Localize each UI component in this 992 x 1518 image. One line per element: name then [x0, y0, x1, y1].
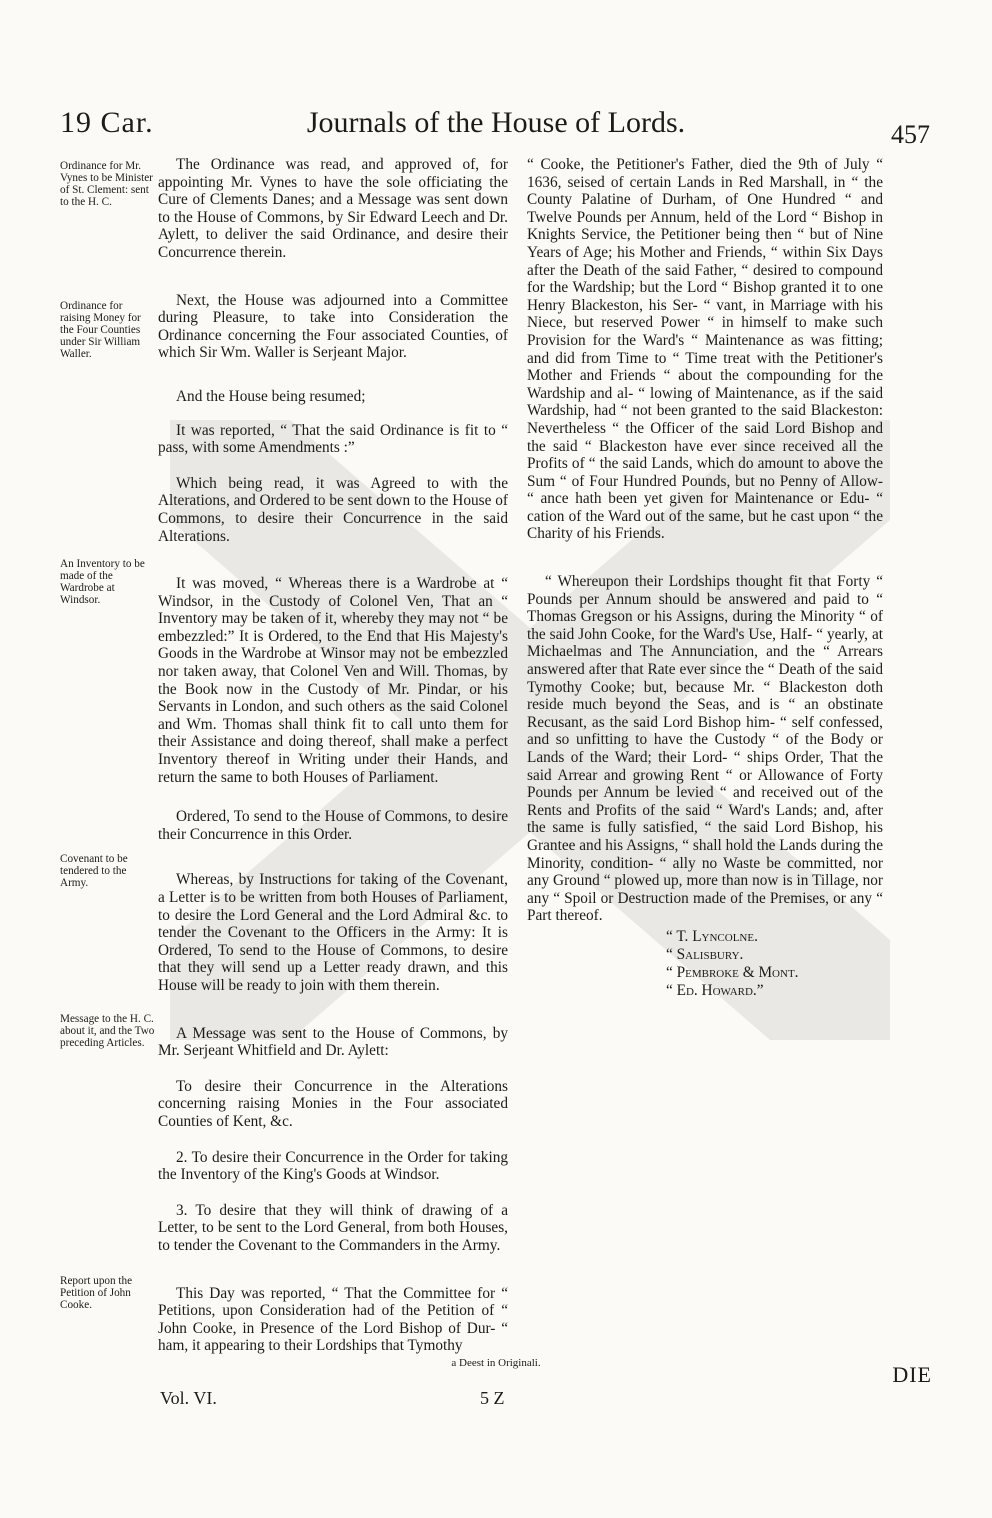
page-title: Journals of the House of Lords.: [306, 106, 686, 139]
margin-note: Ordinance for raising Money for the Four Counties under Sir William Waller.: [60, 300, 141, 360]
margin-note: Ordinance for Mr. Vynes to be Minister of St. Clement: sent to the H. C.: [60, 160, 153, 208]
signature-line: “ Salisbury.: [666, 946, 744, 963]
footnote: a Deest in Originali.: [451, 1357, 541, 1369]
paragraph: Ordered, To send to the House of Commons, to desire their Concurrence in this Order.: [158, 808, 508, 843]
paragraph: Which being read, it was Agreed to with the Alterations, and Ordered to be sent down to the House of Commons, to desire their Concurrence in the said Alterations.: [158, 474, 508, 545]
paragraph: To desire their Concurrence in the Alterations concerning raising Monies in the Four associated Counties of Kent, &c.: [158, 1077, 508, 1130]
signature-block: [666, 928, 798, 1000]
margin-note: Covenant to be tendered to the Army.: [60, 853, 128, 889]
paragraph: It was moved, “ Whereas there is a Wardrobe at “ Windsor, in the Custody of Colonel Ven, That an “ Inventory may be taken of it, whereby they may not “ be embezzled:” It is Ordered, to the End that His Majesty's Goods in the Wardrobe at Winsor may not be embezzled nor taken away, that Colonel Ven and Will. Thomas, by the Book now in the Custody of Mr. Pindar, or his Servants in London, and such others as the said Colonel and Wm. Thomas shall think fit to call unto them for their Assistance and doing thereof, shall make a perfect Inventory thereof in Writing under their Hands, and return the same to both Houses of Parliament.: [158, 575, 508, 786]
margin-note: Message to the H. C. about it, and the Two preceding Articles.: [60, 1013, 155, 1049]
catchword: DIE: [892, 1362, 932, 1387]
paragraph: “ Whereupon their Lordships thought fit that Forty “ Pounds per Annum should be answered and paid to “ Thomas Gregson or his Assigns, during the Minority “ of the said John Cooke, for the Ward's Use, Half- “ yearly, at Michaelmas and The Annunciation, and the “ Arrears answered after that Rate ever since the “ Death of the said Tymothy Cooke; but, because Mr. “ Blackeston doth reside much beyond the Seas, and is “ an obstinate Recusant, as the said Lord Bishop him- “ self confessed, and so unfitting to have the Custody “ of the Body or Lands of the Ward; their Lord- “ ships Order, That the said Arrear and growing Rent “ or Allowance of Forty Pounds per Annum be levied “ and received out of the Rents and Profits of the said “ Ward's Lands; and, after the same is fully satisfied, “ the said Lord Bishop, his Grantee and his Assigns, “ shall hold the Lands during the Minority, condition- “ ally no Waste be committed, nor any Ground “ plowed up, more than now is in Tillage, nor any “ Spoil or Destruction made of the Premises, or any “ Part thereof.: [527, 573, 883, 925]
signature-line: “ Ed. Howard.”: [666, 982, 764, 999]
paragraph: Whereas, by Instructions for taking of the Covenant, a Letter is to be written from both Houses of Parliament, to desire the Lord General and the Lord Admiral &c. to tender the Covenant to the Officers in the Army: It is Ordered, To send to the House of Commons, to desire that they will send up a Letter ready drawn, and this House will be ready to join with them therein.: [158, 871, 508, 994]
regnal-year: 19 Car.: [60, 106, 154, 139]
paragraph: It was reported, “ That the said Ordinance is fit to “ pass, with some Amendments :”: [158, 421, 508, 457]
signature-line: “ Pembroke & Mont.: [666, 964, 799, 981]
margin-note: An Inventory to be made of the Wardrobe at Windsor.: [60, 558, 145, 606]
margin-note: Report upon the Petition of John Cooke.: [60, 1275, 133, 1311]
running-header: [0, 104, 992, 154]
paragraph: 3. To desire that they will think of drawing of a Letter, to be sent to the Lord General, from both Houses, to tender the Covenant to the Commanders in the Army.: [158, 1201, 508, 1254]
signature-mark: 5 Z: [480, 1388, 505, 1408]
left-column: [158, 156, 508, 1355]
paragraph: “ Cooke, the Petitioner's Father, died the 9th of July “ 1636, seised of certain Lands in Red Marshall, in “ the County Palatine of Durham, of One Hundred “ and Twelve Pounds per Annum, held of the Lord “ Bishop in Knights Service, the Petitioner being then “ but of Nine Years of Age; his Mother and Friends, “ within Six Days after the Death of the said Father, “ desired to compound for the Wardship; but the Lord “ Bishop granted it to one Henry Blackeston, his Ser- “ vant, in Marriage with his Niece, but reserved Power “ in himself to make such Provision for the Ward's “ Maintenance as was fitting; and did from Time to “ Time treat with the Petitioner's Mother and Friends “ about the compounding for the Wardship and al- “ lowing of Maintenance, as if the said Wardship, had “ not been granted to the said Blackeston: Nevertheless “ the Officer of the said Lord Bishop and the said “ Blackeston have ever since received all the Profits of “ the said Lands, which do amount to above the Sum “ of Four Hundred Pounds, but no Penny of Allow- “ ance hath been yet given for Maintenance or Edu- “ cation of the Ward out of the same, but he cast upon “ the Charity of his Friends.: [527, 156, 883, 543]
signature-line: “ T. Lyncolne.: [666, 928, 758, 945]
paragraph: Next, the House was adjourned into a Committee during Pleasure, to take into Consideration the Ordinance concerning the Four associated Counties, of which Sir Wm. Waller is Serjeant Major.: [158, 291, 508, 362]
paragraph: 2. To desire their Concurrence in the Order for taking the Inventory of the King's Goods at Windsor.: [158, 1148, 508, 1184]
paragraph: And the House being resumed;: [176, 387, 366, 405]
volume-label: Vol. VI.: [160, 1388, 217, 1408]
paragraph: The Ordinance was read, and approved of, for appointing Mr. Vynes to have the sole officiating the Cure of Clements Danes; and a Message was sent down to the House of Commons, by Sir Edward Leech and Dr. Aylett, to deliver the said Ordinance, and desire their Concurrence therein.: [158, 156, 508, 261]
paragraph: A Message was sent to the House of Commons, by Mr. Serjeant Whitfield and Dr. Aylett:: [158, 1024, 508, 1060]
page-number: 457: [891, 120, 930, 149]
right-column: [527, 156, 883, 925]
paragraph: This Day was reported, “ That the Committee for “ Petitions, upon Consideration had of the Petition of “ John Cooke, in Presence of the Lord Bishop of Dur- “ ham, it appearing to their Lordships that Tymothy: [158, 1284, 508, 1355]
